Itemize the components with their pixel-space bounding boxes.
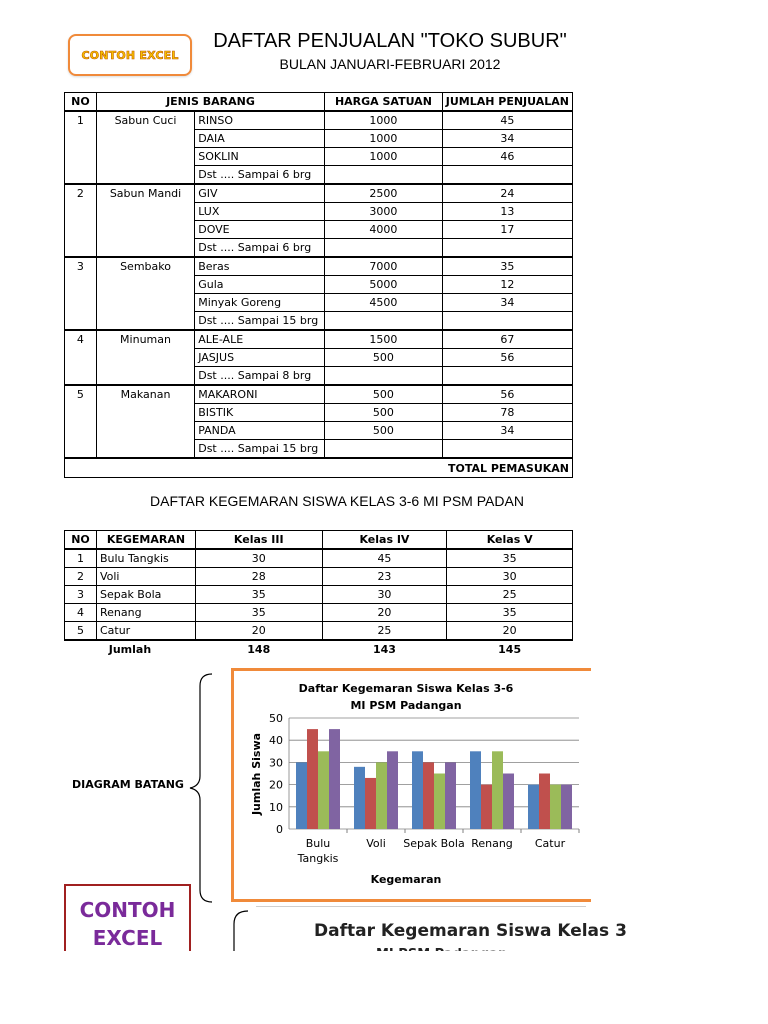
bar-kelas-v <box>434 774 445 830</box>
item-name: DOVE <box>195 221 325 239</box>
item-qty: 46 <box>442 148 572 166</box>
item-name: Dst .... Sampai 8 brg <box>195 367 325 386</box>
item-qty: 78 <box>442 404 572 422</box>
row-kelas-iv: 25 <box>322 622 447 641</box>
row-no: 3 <box>65 586 97 604</box>
row-no: 4 <box>65 604 97 622</box>
badge-label: CONTOH EXCEL <box>81 48 179 62</box>
item-price: 500 <box>325 404 443 422</box>
bar-kelas-v <box>376 762 387 829</box>
y-tick-label: 0 <box>276 823 283 836</box>
group-category: Sabun Mandi <box>96 184 194 257</box>
item-price: 500 <box>325 349 443 367</box>
row-kelas-iii: 30 <box>195 549 322 568</box>
item-name: MAKARONI <box>195 385 325 404</box>
item-name: Dst .... Sampai 15 brg <box>195 440 325 459</box>
item-name: LUX <box>195 203 325 221</box>
hobby-row <box>65 586 573 604</box>
row-kelas-iii: 20 <box>195 622 322 641</box>
chart-xlabel: Kegemaran <box>370 873 442 886</box>
item-price: 1500 <box>325 330 443 349</box>
item-price <box>325 239 443 258</box>
y-tick-label: 40 <box>269 734 283 748</box>
bar-kelas-vi <box>561 785 572 829</box>
header-kelas-v: Kelas V <box>447 531 573 550</box>
group-number: 3 <box>65 257 97 330</box>
item-price: 5000 <box>325 276 443 294</box>
badge-line-2: EXCEL <box>92 926 163 950</box>
group-category: Sembako <box>96 257 194 330</box>
group-number: 1 <box>65 111 97 184</box>
item-qty: 17 <box>442 221 572 239</box>
item-qty <box>442 367 572 386</box>
header-kegemaran: KEGEMARAN <box>96 531 195 550</box>
row-kelas-v: 25 <box>447 586 573 604</box>
item-qty <box>442 239 572 258</box>
row-kelas-v: 35 <box>447 604 573 622</box>
sum-kelas-iii: 148 <box>195 640 322 658</box>
item-name: RINSO <box>195 111 325 130</box>
x-tick-label: Catur <box>534 837 566 850</box>
item-name: ALE-ALE <box>195 330 325 349</box>
row-kelas-iii: 35 <box>195 604 322 622</box>
row-kegemaran: Renang <box>96 604 195 622</box>
item-name: Minyak Goreng <box>195 294 325 312</box>
row-kegemaran: Bulu Tangkis <box>96 549 195 568</box>
hobby-title: DAFTAR KEGEMARAN SISWA KELAS 3-6 MI PSM PADAN <box>150 493 524 509</box>
item-qty: 12 <box>442 276 572 294</box>
bar-kelas-vi <box>503 774 514 830</box>
row-kelas-v: 30 <box>447 568 573 586</box>
hobby-row <box>65 568 573 586</box>
row-kelas-iv: 20 <box>322 604 447 622</box>
bar-kelas-iv <box>481 785 492 829</box>
item-qty: 24 <box>442 184 572 203</box>
chart-ylabel: Jumlah Siswa <box>250 732 263 816</box>
y-tick-label: 50 <box>269 712 283 725</box>
item-qty: 13 <box>442 203 572 221</box>
hobby-row <box>65 549 573 568</box>
total-label: TOTAL PEMASUKAN <box>65 458 573 478</box>
badge-line-1: CONTOH <box>79 898 176 922</box>
y-tick-label: 10 <box>269 800 283 814</box>
x-tick-label: Tangkis <box>297 852 339 865</box>
group-category: Minuman <box>96 330 194 385</box>
sales-table <box>64 92 573 478</box>
item-price: 1000 <box>325 148 443 166</box>
item-name: Dst .... Sampai 6 brg <box>195 166 325 185</box>
group-category: Makanan <box>96 385 194 458</box>
x-tick-label: Renang <box>471 837 513 850</box>
item-price: 1000 <box>325 111 443 130</box>
partial-chart <box>256 906 627 957</box>
sum-row <box>65 640 573 658</box>
item-qty: 45 <box>442 111 572 130</box>
header-kelas-iv: Kelas IV <box>322 531 447 550</box>
bar-kelas-iv <box>307 729 318 829</box>
item-name: JASJUS <box>195 349 325 367</box>
item-qty <box>442 440 572 459</box>
bar-kelas-v <box>492 751 503 829</box>
header-harga-satuan: HARGA SATUAN <box>325 93 443 112</box>
header-jenis-barang: JENIS BARANG <box>96 93 324 112</box>
item-name: Dst .... Sampai 6 brg <box>195 239 325 258</box>
row-kegemaran: Sepak Bola <box>96 586 195 604</box>
x-tick-label: Bulu <box>305 837 331 850</box>
bar-kelas-iii <box>528 785 539 829</box>
item-price: 4500 <box>325 294 443 312</box>
sales-row <box>65 111 573 130</box>
item-qty: 34 <box>442 294 572 312</box>
group-number: 2 <box>65 184 97 257</box>
sales-row <box>65 184 573 203</box>
contoh-excel-badge <box>68 34 192 76</box>
item-price: 500 <box>325 422 443 440</box>
group-category: Sabun Cuci <box>96 111 194 184</box>
item-price <box>325 440 443 459</box>
header-kelas-iii: Kelas III <box>195 531 322 550</box>
header-no: NO <box>65 531 97 550</box>
item-name: SOKLIN <box>195 148 325 166</box>
item-name: Dst .... Sampai 15 brg <box>195 312 325 331</box>
item-name: Beras <box>195 257 325 276</box>
item-price <box>325 312 443 331</box>
hobby-header-row <box>65 531 573 550</box>
sum-kelas-iv: 143 <box>322 640 447 658</box>
row-kelas-iii: 35 <box>195 586 322 604</box>
bar-kelas-iv <box>365 778 376 829</box>
row-kelas-iv: 30 <box>322 586 447 604</box>
item-qty: 34 <box>442 422 572 440</box>
item-name: BISTIK <box>195 404 325 422</box>
x-tick-label: Sepak Bola <box>403 837 465 850</box>
bar-kelas-iii <box>412 751 423 829</box>
bar-chart <box>234 671 591 899</box>
hobby-table <box>64 530 573 658</box>
diagram-label: DIAGRAM BATANG <box>72 778 184 791</box>
x-tick-label: Voli <box>366 837 386 850</box>
bar-kelas-iii <box>296 762 307 829</box>
item-qty: 34 <box>442 130 572 148</box>
hobby-row <box>65 622 573 641</box>
page-bottom-blank <box>0 951 768 1024</box>
bar-kelas-vi <box>387 751 398 829</box>
item-qty: 56 <box>442 385 572 404</box>
row-no: 1 <box>65 549 97 568</box>
item-price: 3000 <box>325 203 443 221</box>
chart-subtitle: MI PSM Padangan <box>350 699 462 712</box>
bar-kelas-v <box>550 785 561 829</box>
row-kegemaran: Catur <box>96 622 195 641</box>
sales-row <box>65 385 573 404</box>
row-kelas-v: 20 <box>447 622 573 641</box>
row-kelas-iii: 28 <box>195 568 322 586</box>
bar-kelas-vi <box>445 762 456 829</box>
row-kelas-iv: 23 <box>322 568 447 586</box>
sum-kelas-v: 145 <box>447 640 573 658</box>
item-qty <box>442 312 572 331</box>
bar-kelas-vi <box>329 729 340 829</box>
chart-container <box>231 668 591 902</box>
item-price <box>325 367 443 386</box>
bar-kelas-v <box>318 751 329 829</box>
row-no: 5 <box>65 622 97 641</box>
hobby-row <box>65 604 573 622</box>
sales-row <box>65 330 573 349</box>
item-name: PANDA <box>195 422 325 440</box>
sales-header-row <box>65 93 573 112</box>
item-price <box>325 166 443 185</box>
item-name: DAIA <box>195 130 325 148</box>
item-price: 4000 <box>325 221 443 239</box>
group-number: 5 <box>65 385 97 458</box>
header-no: NO <box>65 93 97 112</box>
total-row <box>65 458 573 478</box>
page-subtitle: BULAN JANUARI-FEBRUARI 2012 <box>279 56 501 72</box>
item-qty: 56 <box>442 349 572 367</box>
item-name: Gula <box>195 276 325 294</box>
bar-kelas-iii <box>470 751 481 829</box>
item-qty <box>442 166 572 185</box>
header-jumlah-penjualan: JUMLAH PENJUALAN <box>442 93 572 112</box>
page-title: DAFTAR PENJUALAN "TOKO SUBUR" <box>213 30 567 52</box>
item-price: 2500 <box>325 184 443 203</box>
item-price: 1000 <box>325 130 443 148</box>
row-no: 2 <box>65 568 97 586</box>
brace-icon <box>186 672 226 904</box>
row-kelas-iv: 45 <box>322 549 447 568</box>
group-number: 4 <box>65 330 97 385</box>
bar-kelas-iii <box>354 767 365 829</box>
sum-label: Jumlah <box>65 640 196 658</box>
item-price: 500 <box>325 385 443 404</box>
row-kegemaran: Voli <box>96 568 195 586</box>
item-name: GIV <box>195 184 325 203</box>
row-kelas-v: 35 <box>447 549 573 568</box>
chart-title: Daftar Kegemaran Siswa Kelas 3-6 <box>298 682 514 695</box>
y-tick-label: 30 <box>269 756 283 770</box>
item-price: 7000 <box>325 257 443 276</box>
sales-row <box>65 257 573 276</box>
item-qty: 35 <box>442 257 572 276</box>
y-tick-label: 20 <box>269 778 283 792</box>
partial-chart-title: Daftar Kegemaran Siswa Kelas 3 <box>314 921 627 941</box>
bar-kelas-iv <box>539 774 550 830</box>
item-qty: 67 <box>442 330 572 349</box>
bar-kelas-iv <box>423 762 434 829</box>
